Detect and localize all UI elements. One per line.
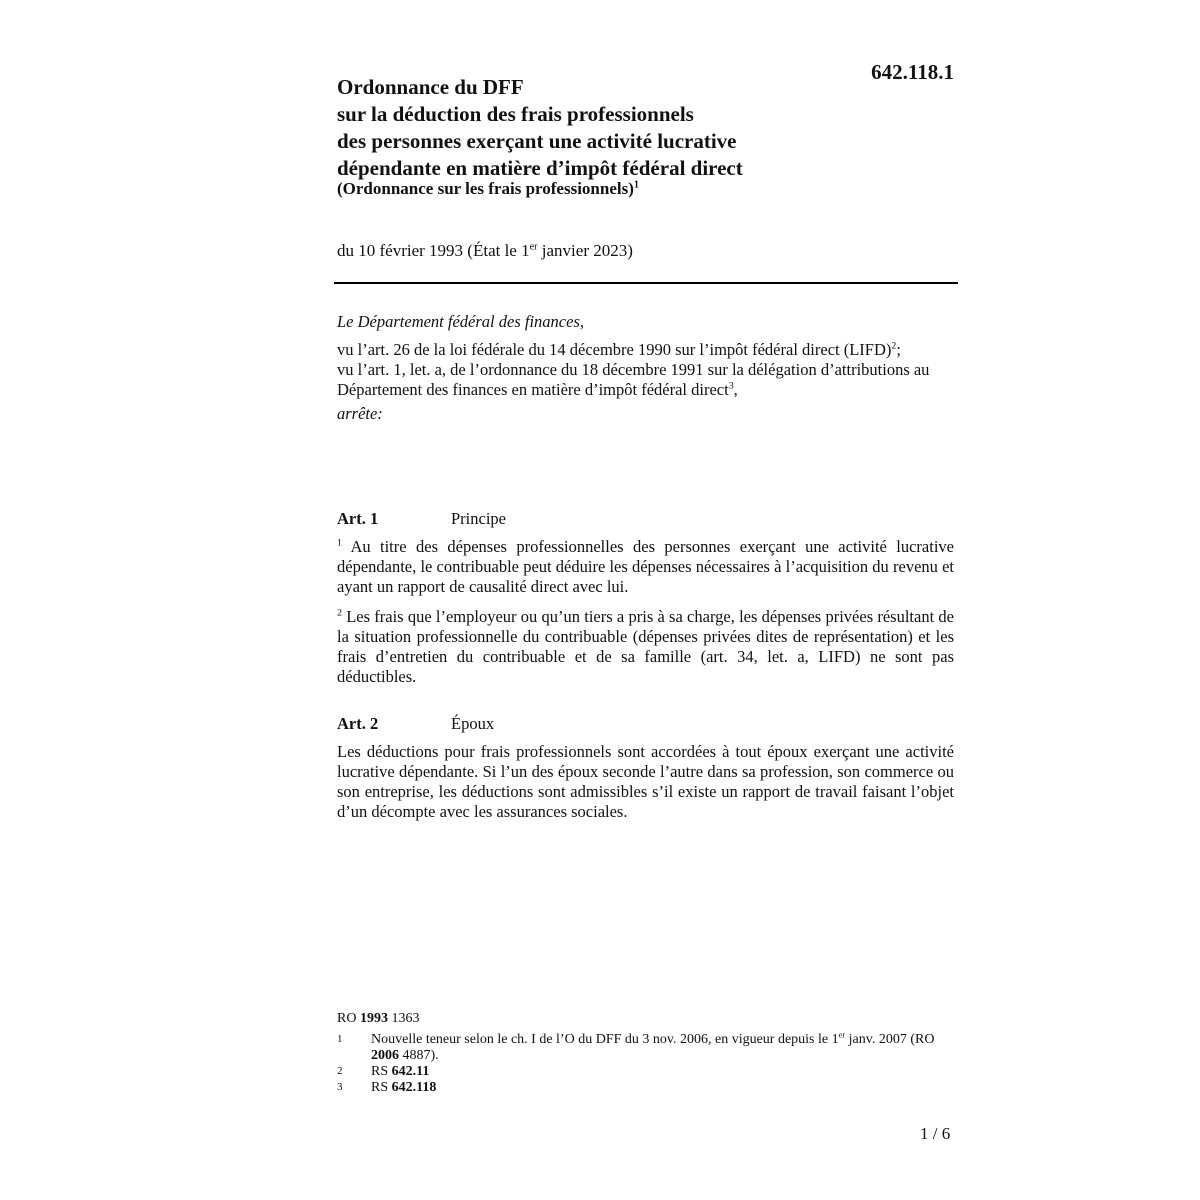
article-header <box>337 509 954 529</box>
footnotes <box>337 1011 957 1096</box>
short-title <box>337 178 639 200</box>
paragraph-text: Au titre des dépenses professionnelles des personnes exerçant une activité lucrative dépendante, le contribuable peut déduire les dépenses nécessaires à l’acquisition du revenu et ayant un rapport de causalité direct avec lui. <box>337 537 954 596</box>
article-1 <box>337 509 954 697</box>
article-heading: Époux <box>451 714 495 733</box>
footnote-text-b: janv. 2007 (RO <box>845 1032 935 1047</box>
footnote-ref[interactable]: 1 <box>633 179 639 191</box>
article-header <box>337 714 954 734</box>
article-number: Art. 2 <box>337 714 379 733</box>
rs-prefix: RS <box>371 1064 389 1079</box>
rs-reference[interactable]: 642.11 <box>391 1064 430 1079</box>
footnote-text <box>371 1064 957 1080</box>
sr-number: 642.118.1 <box>871 60 954 84</box>
preamble-vu-2 <box>337 360 957 400</box>
article-paragraph <box>337 607 954 687</box>
title-line: dépendante en matière d’impôt fédéral direct <box>337 156 743 180</box>
footnote-number: 1 <box>337 1033 343 1045</box>
rs-reference[interactable]: 642.118 <box>391 1080 437 1095</box>
paragraph-number: 1 <box>337 537 342 549</box>
title-line: sur la déduction des frais professionnels <box>337 102 694 126</box>
paragraph-number: 2 <box>337 607 342 619</box>
document-title <box>337 74 857 182</box>
ro-reference <box>337 1011 957 1027</box>
preamble-authority: Le Département fédéral des finances, <box>337 312 584 331</box>
preamble-vu-1-text: vu l’art. 26 de la loi fédérale du 14 décembre 1990 sur l’impôt fédéral direct (LIFD) <box>337 340 892 359</box>
footnote-text-c: 4887). <box>399 1048 439 1063</box>
footnote-3 <box>337 1080 957 1096</box>
preamble-vu-2-text: vu l’art. 1, let. a, de l’ordonnance du 18 décembre 1991 sur la délégation d’attributions au Département des finances en matière d’impôt fédéral direct <box>337 360 930 399</box>
footnote-2 <box>337 1064 957 1080</box>
footnote-number: 3 <box>337 1081 343 1093</box>
footnote-text <box>371 1032 957 1064</box>
article-paragraph <box>337 537 954 597</box>
article-heading: Principe <box>451 509 506 528</box>
title-line: Ordonnance du DFF <box>337 75 524 99</box>
date-ordinal: er <box>529 241 538 253</box>
preamble-vu-1-punct: ; <box>896 340 901 359</box>
footnote-text-a: Nouvelle teneur selon le ch. I de l’O du DFF du 3 nov. 2006, en vigueur depuis le 1 <box>371 1032 839 1047</box>
page-number: 1 / 6 <box>920 1124 951 1143</box>
footnote-text <box>371 1080 957 1096</box>
document-date <box>337 240 633 262</box>
header-divider <box>334 282 958 284</box>
date-suffix: janvier 2023) <box>537 241 633 260</box>
short-title-text: (Ordonnance sur les frais professionnels) <box>337 179 634 198</box>
ro-year: 1993 <box>359 1011 388 1026</box>
preamble-decree: arrête: <box>337 404 383 423</box>
footnote-ref[interactable]: 3 <box>728 380 734 392</box>
ro-page: 1363 <box>391 1011 420 1026</box>
footnote-1 <box>337 1032 957 1064</box>
article-2 <box>337 714 954 832</box>
footnote-ref[interactable]: 2 <box>891 340 897 352</box>
footnote-ro-year: 2006 <box>371 1048 399 1063</box>
preamble-vu-1 <box>337 340 957 360</box>
paragraph-text: Les déductions pour frais professionnels sont accordées à tout époux exerçant une activité lucrative dépendante. Si l’un des époux seconde l’autre dans sa profession, son commerce ou son entreprise, les déductions sont admissibles s’il existe un rapport de travail faisant l’objet d’un décompte avec les assurances sociales. <box>337 742 954 821</box>
article-number: Art. 1 <box>337 509 379 528</box>
preamble <box>337 312 957 424</box>
ro-prefix: RO <box>337 1011 357 1026</box>
preamble-vu-2-punct: , <box>733 380 738 399</box>
footnote-number: 2 <box>337 1065 343 1077</box>
paragraph-text: Les frais que l’employeur ou qu’un tiers a pris à sa charge, les dépenses privées résultant de la situation professionnelle du contribuable (dépenses privées dites de représentation) et les frais d’entretien du contribuable et de sa famille (art. 34, let. a, LIFD) ne sont pas déductibles. <box>337 607 954 686</box>
article-paragraph <box>337 742 954 822</box>
rs-prefix: RS <box>371 1080 389 1095</box>
date-prefix: du 10 février 1993 (État le 1 <box>337 241 530 260</box>
title-line: des personnes exerçant une activité lucrative <box>337 129 737 153</box>
footnote-ordinal: er <box>838 1030 846 1040</box>
